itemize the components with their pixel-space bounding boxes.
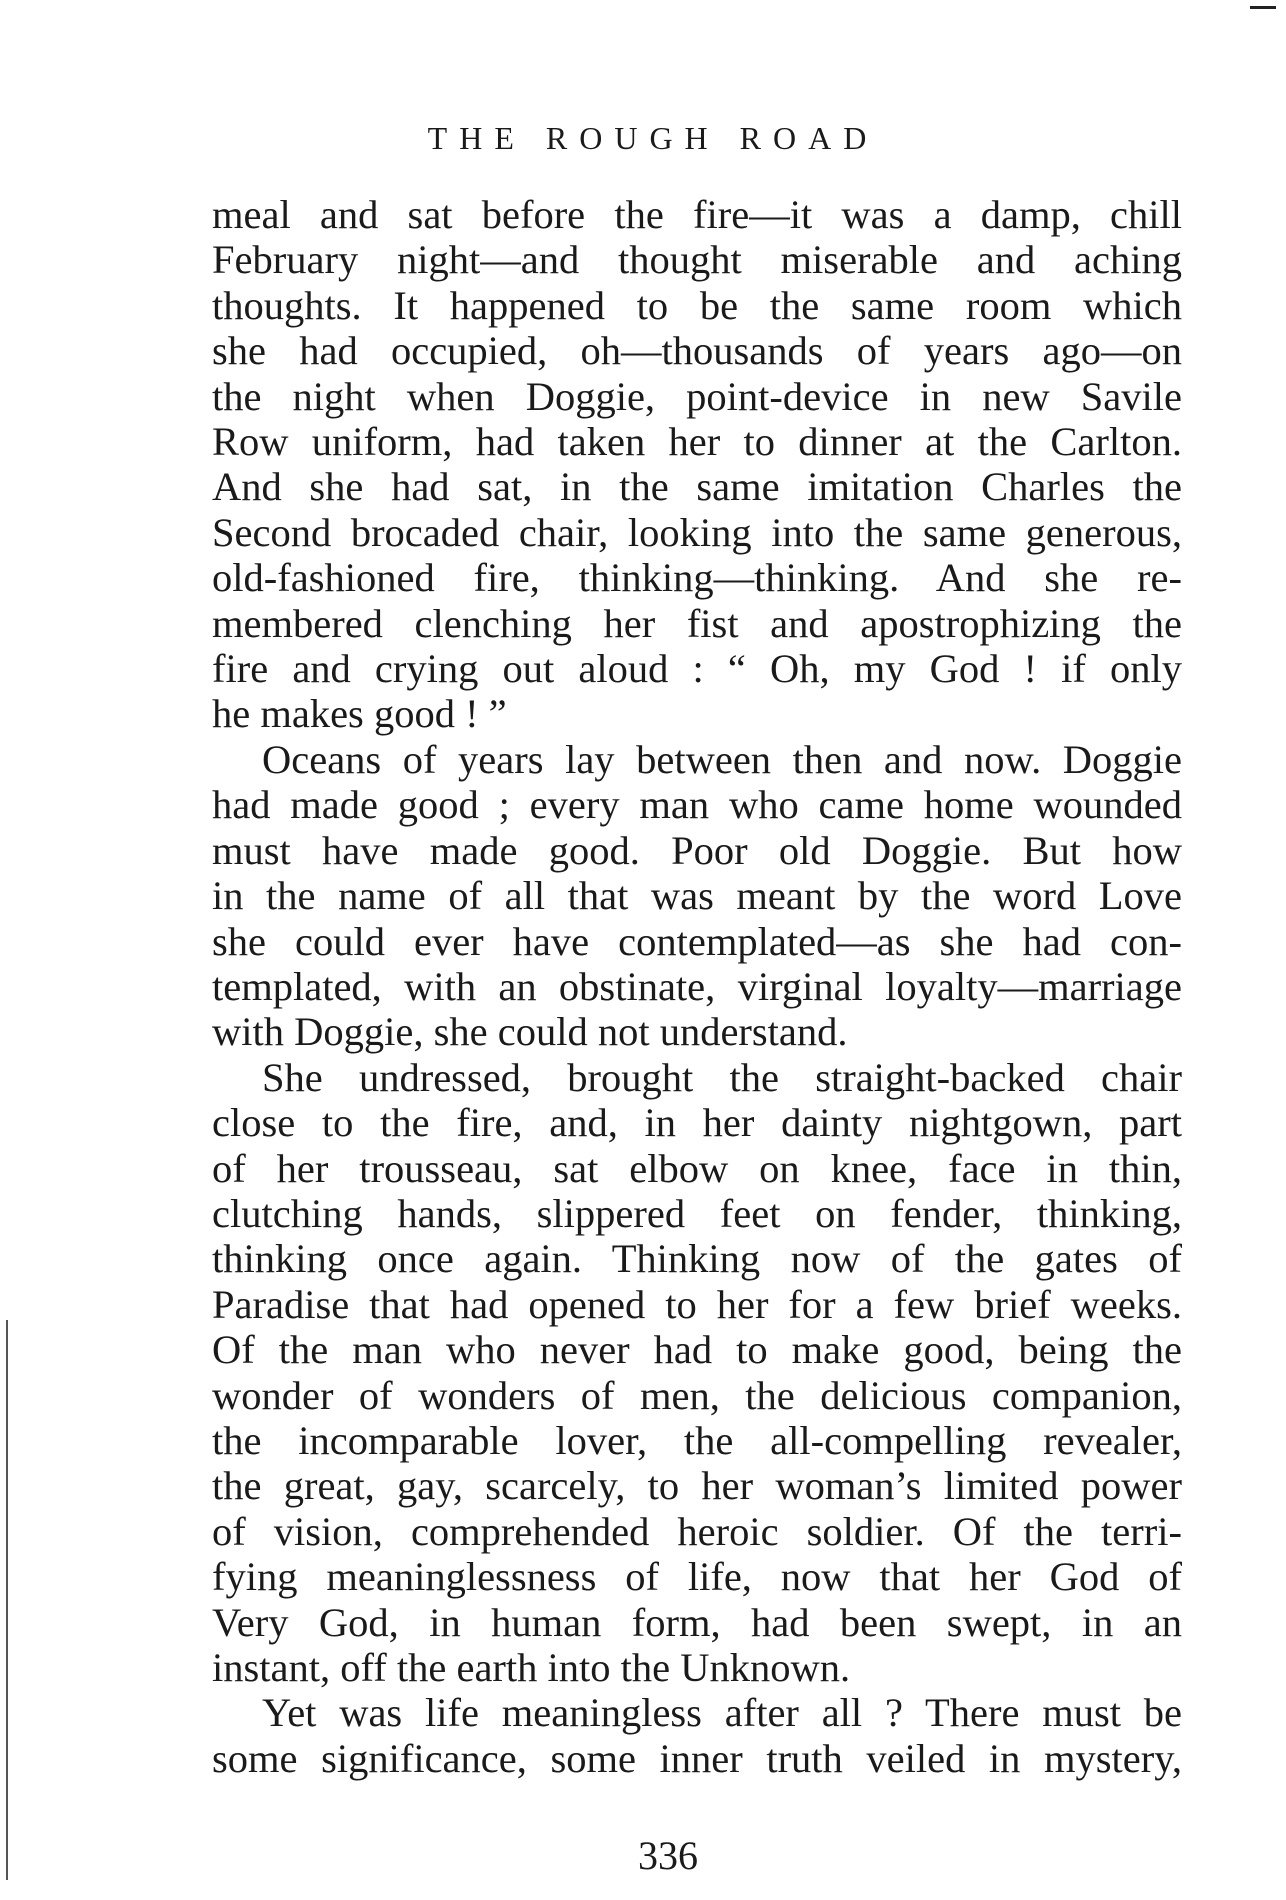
text-line: Very God, in human form, had been swept, in an — [212, 1599, 1182, 1645]
text-line: had made good ; every man who came home wounded — [212, 782, 1182, 828]
text-line: some significance, some inner truth veiled in mystery, — [212, 1735, 1182, 1781]
running-head: THE ROUGH ROAD — [427, 120, 879, 156]
text-line: She undressed, brought the straight-backed chair — [262, 1054, 1182, 1100]
text-line: clutching hands, slippered feet on fender, thinking, — [212, 1190, 1182, 1236]
text-line: membered clenching her fist and apostrophizing the — [212, 600, 1182, 646]
text-line: Paradise that had opened to her for a few brief weeks. — [212, 1281, 1182, 1327]
text-line: thoughts. It happened to be the same room which — [212, 282, 1182, 328]
scan-edge-line — [6, 1320, 8, 1880]
text-line: with Doggie, she could not understand. — [212, 1009, 848, 1055]
text-line: February night—and thought miserable and aching — [212, 237, 1182, 283]
text-line: old-fashioned fire, thinking—thinking. And she re- — [212, 555, 1182, 601]
text-line: must have made good. Poor old Doggie. But how — [212, 827, 1182, 873]
text-line: the night when Doggie, point-device in new Savile — [212, 373, 1182, 419]
text-line: the great, gay, scarcely, to her woman’s limited power — [212, 1463, 1182, 1509]
text-line: she had occupied, oh—thousands of years ago—on — [212, 328, 1182, 374]
text-line: meal and sat before the fire—it was a damp, chill — [212, 192, 1182, 237]
page-number: 336 — [638, 1833, 698, 1878]
text-line: And she had sat, in the same imitation Charles the — [212, 464, 1182, 510]
text-line: she could ever have contemplated—as she had con- — [212, 918, 1182, 964]
corner-mark — [1250, 6, 1276, 9]
text-line: fire and crying out aloud : “ Oh, my God ! if only — [212, 646, 1182, 692]
text-line: of her trousseau, sat elbow on knee, face in thin, — [212, 1145, 1182, 1191]
text-line: the incomparable lover, the all-compelling revealer, — [212, 1417, 1182, 1463]
text-line: in the name of all that was meant by the word Love — [212, 873, 1182, 919]
text-line: he makes good ! ” — [212, 691, 507, 737]
text-line: Yet was life meaningless after all ? There must be — [262, 1690, 1182, 1736]
text-line: Of the man who never had to make good, being the — [212, 1327, 1182, 1373]
body-text — [212, 192, 1182, 1781]
text-line: fying meaninglessness of life, now that her God of — [212, 1554, 1182, 1600]
text-line: instant, off the earth into the Unknown. — [212, 1645, 851, 1690]
text-line: of vision, comprehended heroic soldier. Of the terri- — [212, 1508, 1182, 1554]
text-line: Oceans of years lay between then and now. Doggie — [262, 736, 1182, 782]
text-line: thinking once again. Thinking now of the gates of — [212, 1236, 1182, 1282]
text-line: close to the fire, and, in her dainty nightgown, part — [212, 1100, 1182, 1146]
text-line: Second brocaded chair, looking into the same generous, — [212, 509, 1182, 555]
text-line: templated, with an obstinate, virginal loyalty—marriage — [212, 963, 1182, 1009]
text-line: Row uniform, had taken her to dinner at the Carlton. — [212, 419, 1182, 465]
text-line: wonder of wonders of men, the delicious companion, — [212, 1372, 1182, 1418]
